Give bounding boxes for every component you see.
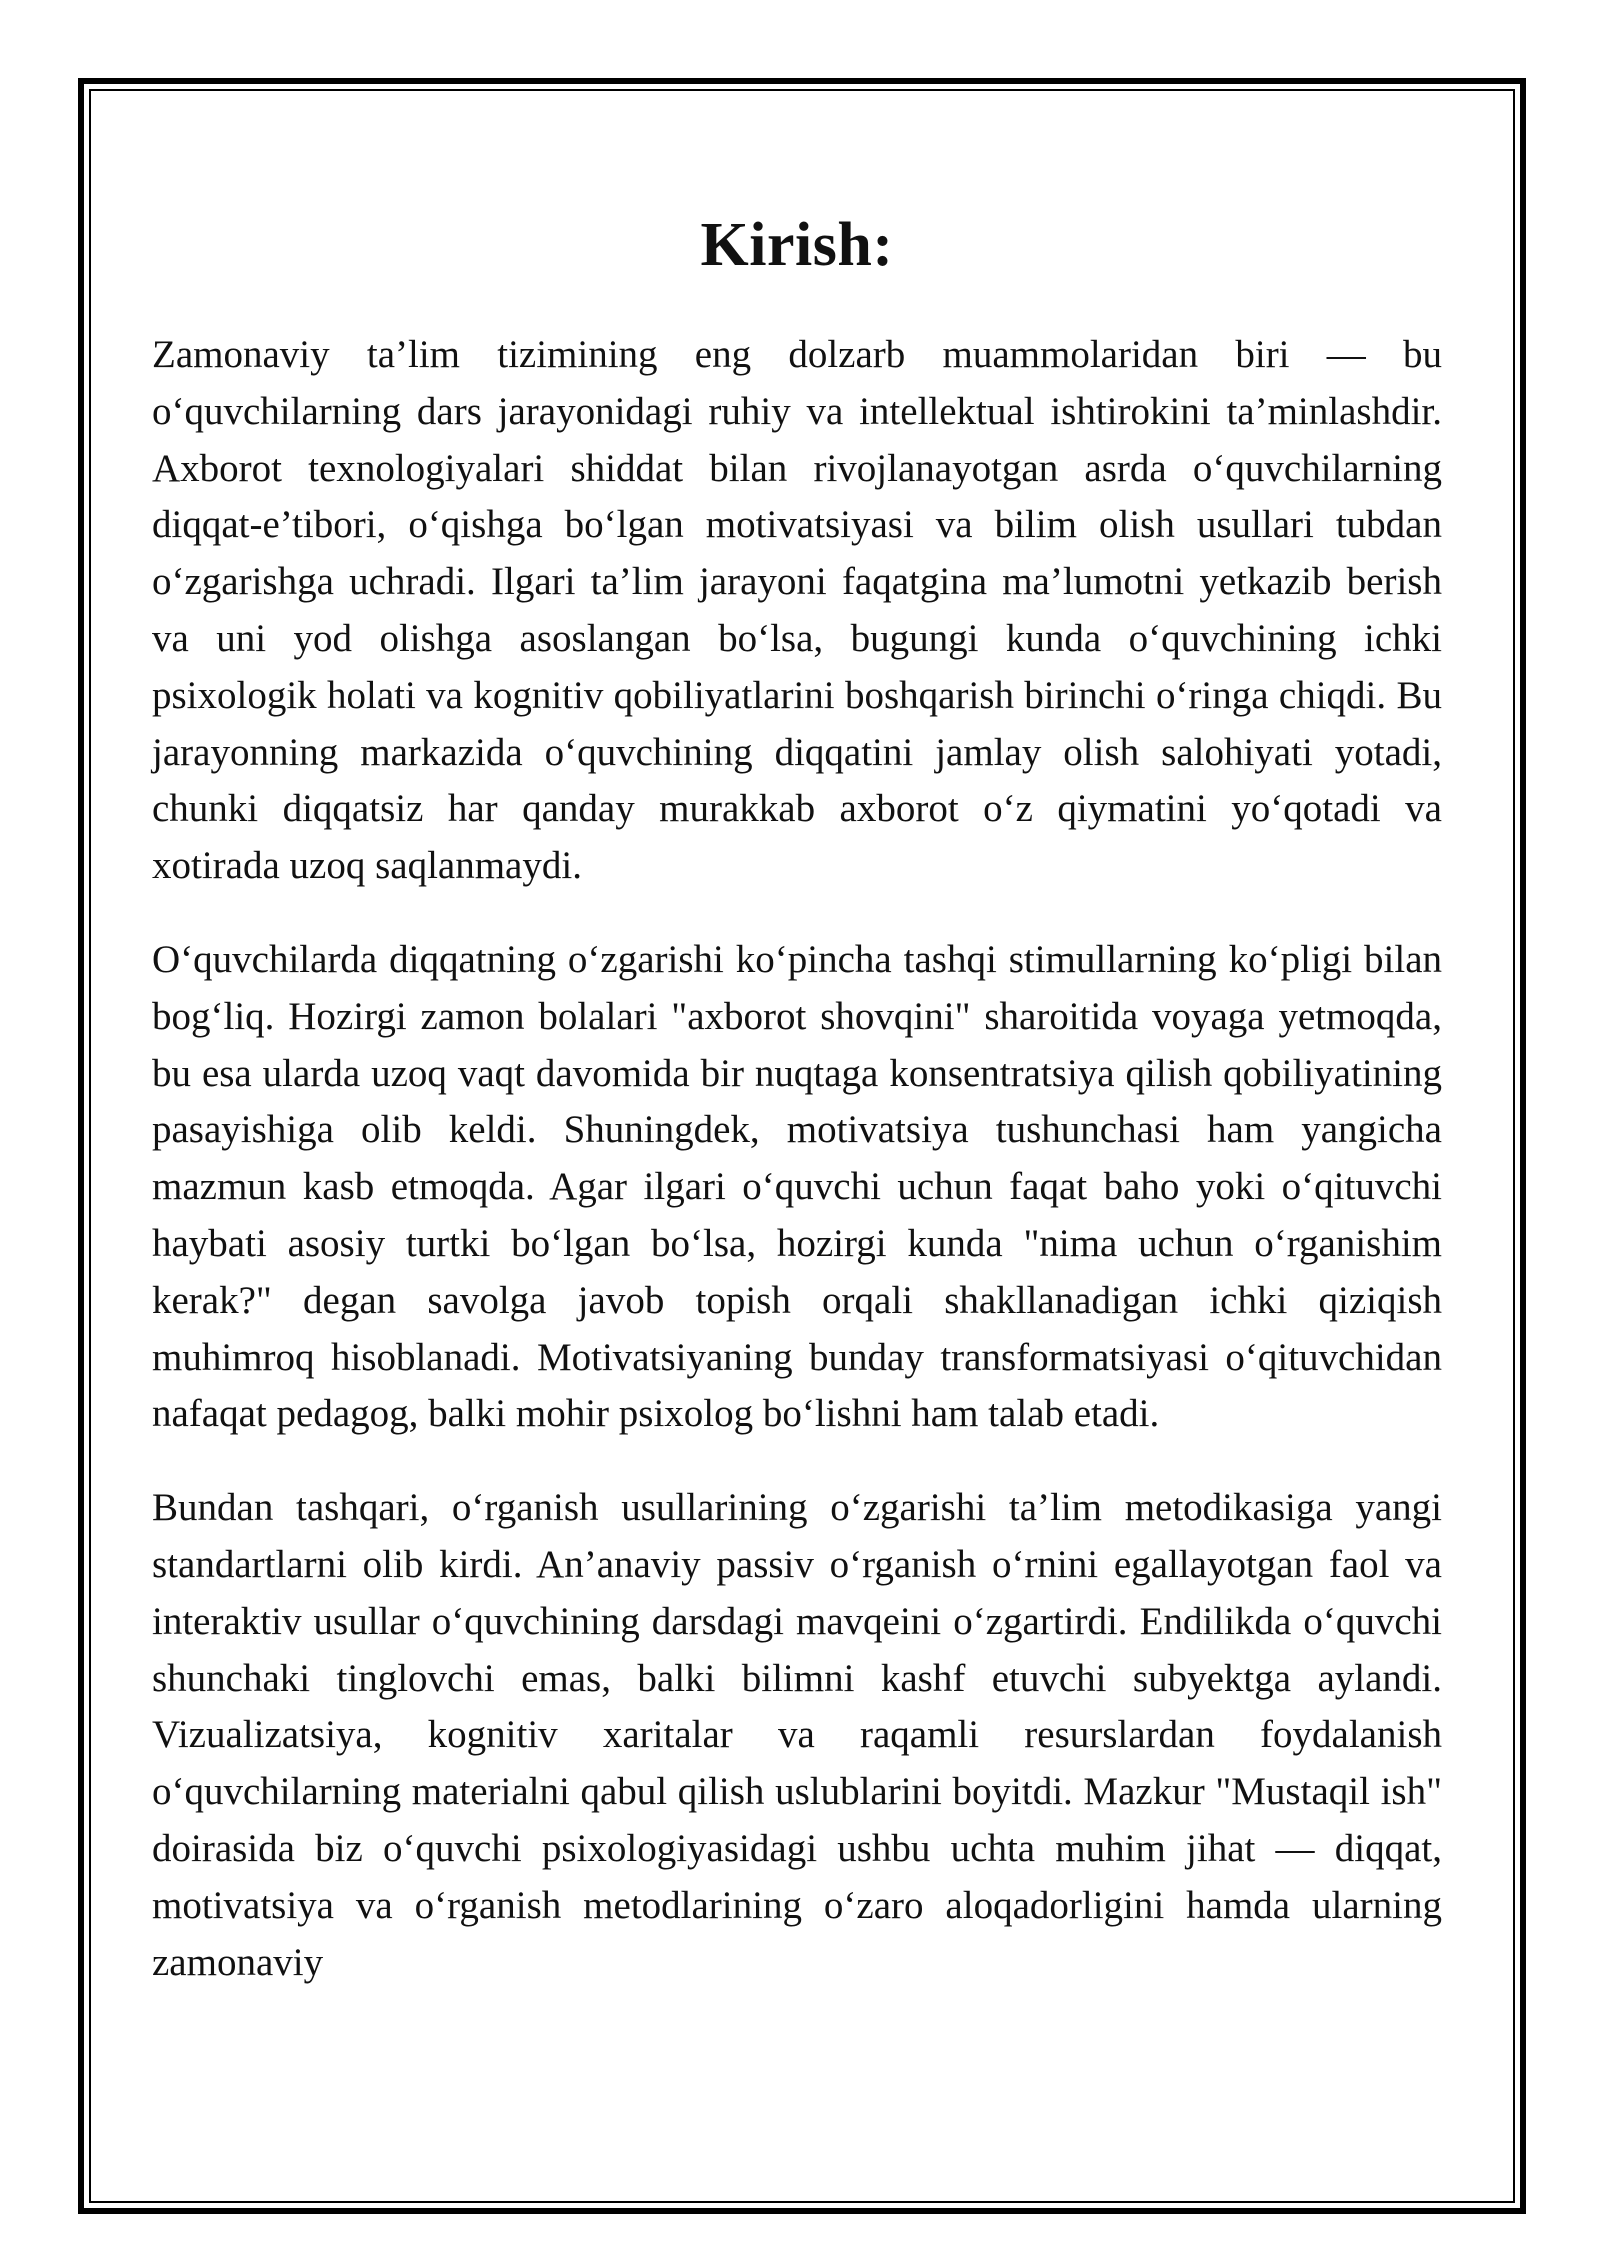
paragraph-1: Zamonaviy ta’lim tizimining eng dolzarb muammolaridan biri — bu o‘quvchilarning dars jarayonidagi ruhiy va intellektual ishtirokini ta’minlashdir. Axborot texnologiyalari shiddat bilan rivojlanayotgan asrda o‘quvchilarning diqqat-e’tibori, o‘qishga bo‘lgan motivatsiyasi va bilim olish usullari tubdan o‘zgarishga uchradi. Ilgari ta’lim jarayoni faqatgina ma’lumotni yetkazib berish va uni yod olishga asoslangan bo‘lsa, bugungi kunda o‘quvchining ichki psixologik holati va kognitiv qobiliyatlarini boshqarish birinchi o‘ringa chiqdi. Bu jarayonning markazida o‘quvchining diqqatini jamlay olish salohiyati yotadi, chunki diqqatsiz har qanday murakkab axborot o‘z qiymatini yo‘qotadi va xotirada uzoq saqlanmaydi. [152,333,1442,888]
paragraph-2: O‘quvchilarda diqqatning o‘zgarishi ko‘pincha tashqi stimullarning ko‘pligi bilan bog‘liq. Hozirgi zamon bolalari "axborot shovqini" sharoitida voyaga yetmoqda, bu esa ularda uzoq vaqt davomida bir nuqtaga konsentratsiya qilish qobiliyatining pasayishiga olib keldi. Shuningdek, motivatsiya tushunchasi ham yangicha mazmun kasb etmoqda. Agar ilgari o‘quvchi uchun faqat baho yoki o‘qituvchi haybati asosiy turtki bo‘lgan bo‘lsa, hozirgi kunda "nima uchun o‘rganishim kerak?" degan savolga javob topish orqali shakllanadigan ichki qiziqish muhimroq hisoblanadi. Motivatsiyaning bunday transformatsiyasi o‘qituvchidan nafaqat pedagog, balki mohir psixolog bo‘lishni ham talab etadi. [152,937,1442,1436]
page-title: Kirish: [700,211,894,279]
page-content [152,205,1442,1991]
paragraph-3: Bundan tashqari, o‘rganish usullarining o‘zgarishi ta’lim metodikasiga yangi standartlarni olib kirdi. An’anaviy passiv o‘rganish o‘rnini egallayotgan faol va interaktiv usullar o‘quvchining darsdagi mavqeini o‘zgartirdi. Endilikda o‘quvchi shunchaki tinglovchi emas, balki bilimni kashf etuvchi subyektga aylandi. Vizualizatsiya, kognitiv xaritalar va raqamli resurslardan foydalanish o‘quvchilarning materialni qabul qilish uslublarini boyitdi. Mazkur "Mustaqil ish" doirasida biz o‘quvchi psixologiyasidagi ushbu uchta muhim jihat — diqqat, motivatsiya va o‘rganish metodlarining o‘zaro aloqadorligini hamda ularning zamonaviy [152,1486,1442,1984]
